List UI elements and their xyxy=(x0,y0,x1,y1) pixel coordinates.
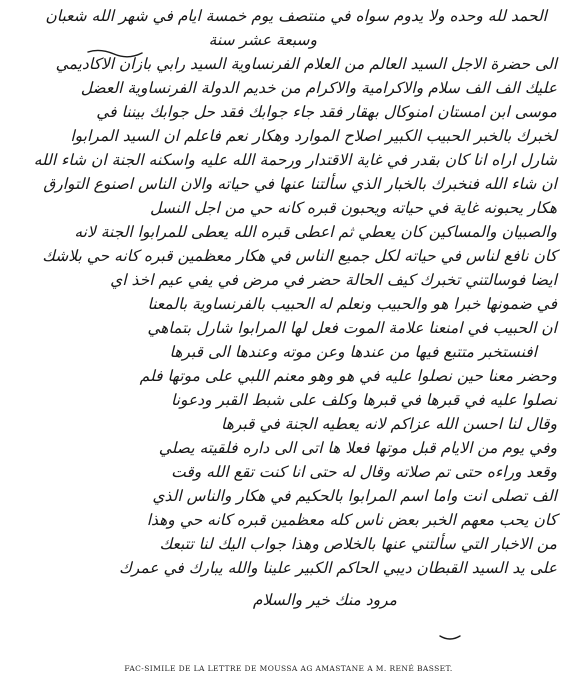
facsimile-caption: FAC-SIMILE DE LA LETTRE DE MOUSSA AG AMASTANE A M. RENÉ BASSET. xyxy=(124,664,453,673)
ink-flourish-end xyxy=(440,636,460,639)
letter-line: كان يحب معهم الخبر بعض ناس كله معظمين قبره كانه حي وهذا xyxy=(146,511,557,529)
letter-line: وحضر معنا حين نصلوا عليه في هو وهو معنم اللبي على موتها فلم xyxy=(139,367,557,385)
letter-line: عليك الف الف سلام والاكرامية والاكرام من خديم الدولة الفرنساوية العضل xyxy=(80,79,557,97)
letter-line: موسى ابن امستان امنوكال بهقار فقد جاء جوابك فقد حل جوابك بيننا في xyxy=(96,103,557,121)
letter-line: الحمد لله وحده ولا يدوم سواه في منتصف يوم خمسة ايام في شهر الله شعبان xyxy=(45,7,547,25)
letter-line: ان شاء الله فنخبرك بالخبار الذي سألتنا عنها في حياته والان الناس اصنوع التوارق xyxy=(43,175,557,193)
letter-line: كان نافع لناس في حياته لكل جميع الناس في هكار معظمين قبره كانه حي بلاشك xyxy=(42,247,557,265)
letter-line: هكار يحبونه غاية في حياته ويحبون قبره كانه حي من اجل النسل xyxy=(149,199,557,217)
letter-line: مرود منك خير والسلام xyxy=(252,591,397,609)
letter-line: من الاخبار التي سألتني عنها بالخلاص وهذا جواب اليك لنا تتبعك xyxy=(159,535,557,553)
letter-line: وفي يوم من الايام قبل موتها فعلا ها اتى الى داره فلقيته يصلي xyxy=(158,439,557,457)
letter-line: ان الحبيب في امنعنا علامة الموت فعل لها المرابوا شارل بتماهي xyxy=(147,319,557,337)
letter-line: وقعد وراءه حتى تم صلاته وقال له حتى انا كنت تقع الله وقت xyxy=(171,463,557,481)
letter-line: لخبرك بالخبر الحبيب الكبير اصلاح الموارد وهكار نعم فاعلم ان السيد المرابوا xyxy=(70,127,557,145)
letter-line: والصبيان والمساكين كان يعطي ثم اعطى قبره الله يعطى للمرابوا الجنة لانه xyxy=(74,223,557,241)
letter-line: الى حضرة الاجل السيد العالم من العلام الفرنساوية السيد رابي بازان الاكاديمي xyxy=(55,55,557,73)
letter-line: الف تصلى انت واما اسم المرابوا بالحكيم في هكار والناس الذي xyxy=(152,487,557,505)
letter-line: في ضمونها خبرا هو والحبيب ونعلم له الحبيب بالفرنساوية بالمعنا xyxy=(147,295,557,313)
letter-line: ايضا فوسالتني تخبرك كيف الحالة حضر في مرض في يفي عيم اخذ اي xyxy=(110,271,557,289)
letter-line: شارل اراه انا كان بقدر في غاية الاقتدار ورحمة الله عليه واسكنه الجنة ان شاء الله xyxy=(33,151,557,169)
letter-line: وسبعة عشر سنة xyxy=(208,31,317,49)
letter-line: افنستخبر متتبع فيها من عندها وعن موته وعندها الى قبرها xyxy=(169,343,537,361)
letter-line: وقال لنا احسن الله عزاكم لانه يعطيه الجنة في قبرها xyxy=(221,415,557,433)
letter-line: على يد السيد القبطان ديبي الحاكم الكبير علينا والله يبارك في عمرك xyxy=(119,559,557,577)
letter-line: نصلوا عليه في قبرها في قبرها وكلف على شبط القبر ودعونا xyxy=(170,391,557,409)
